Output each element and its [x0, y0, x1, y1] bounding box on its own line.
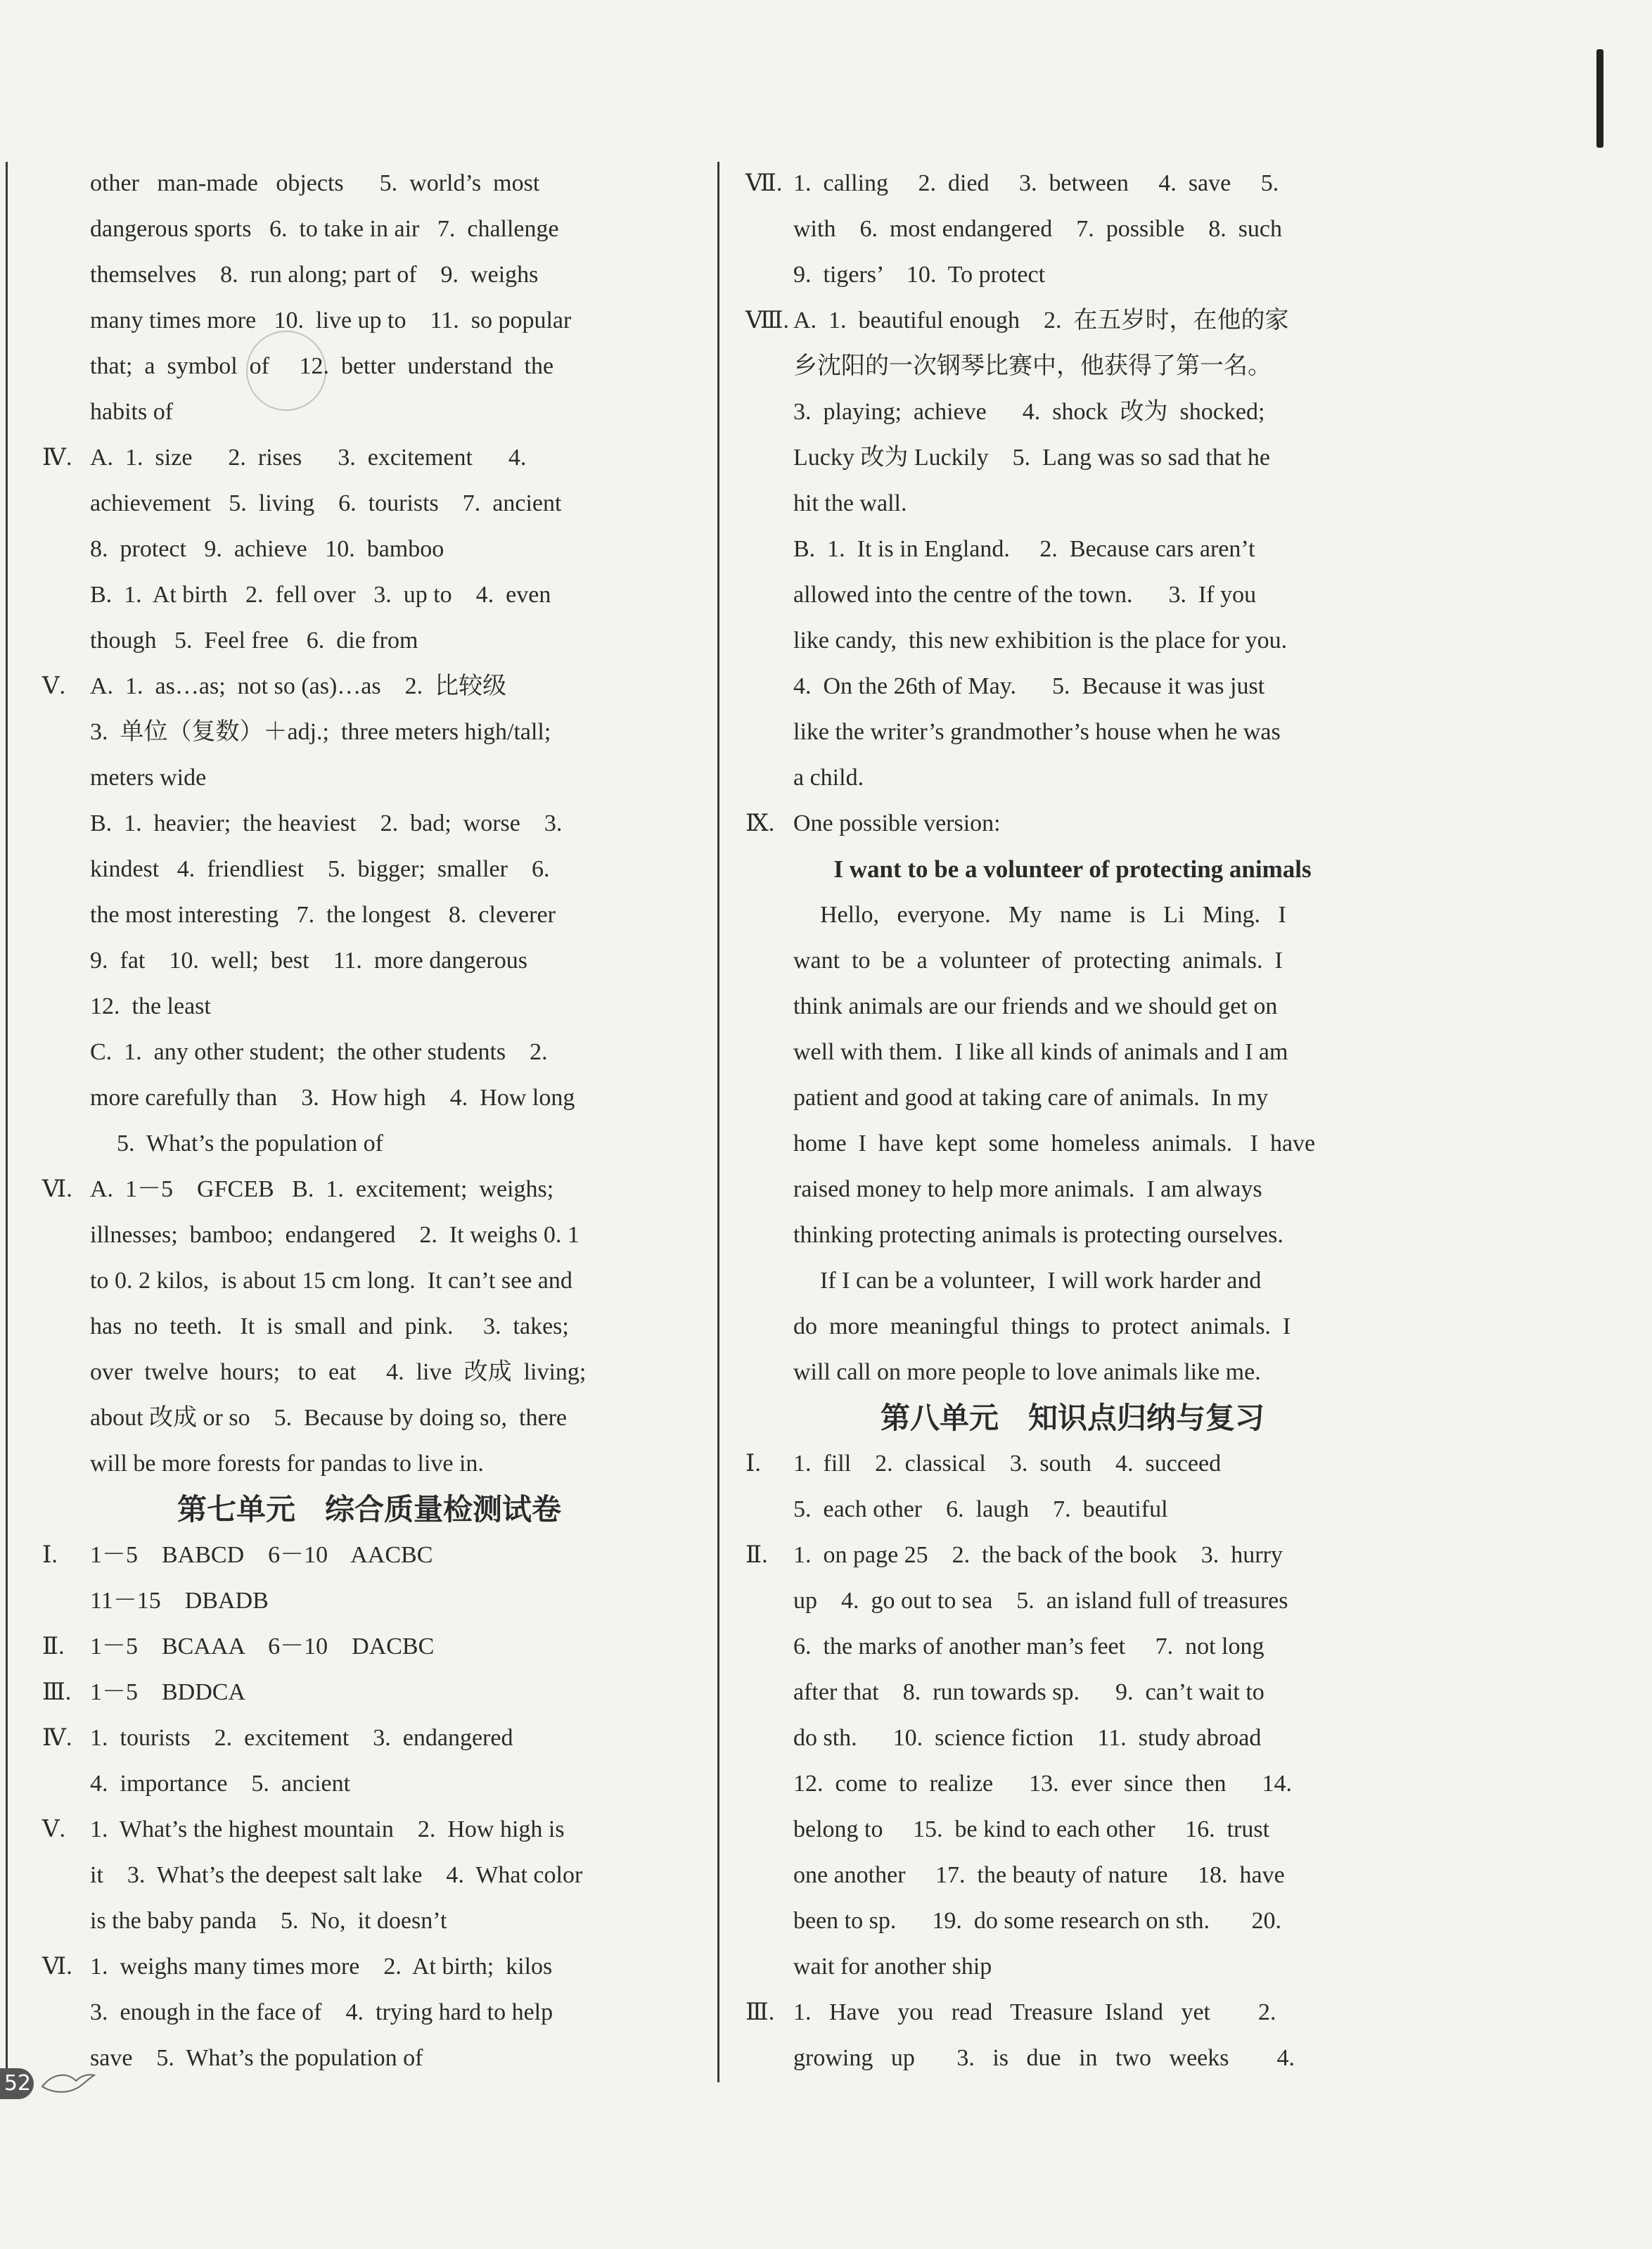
line-text: thinking protecting animals is protecting ourselves.	[793, 1222, 1283, 1248]
line-text: A. 1. size 2. rises 3. excitement 4.	[90, 445, 527, 471]
right-line	[745, 1852, 1400, 1898]
line-text: home I have kept some homeless animals. I have	[793, 1130, 1316, 1157]
left-line	[42, 663, 696, 709]
right-line	[745, 435, 1400, 480]
right-line	[745, 1486, 1400, 1532]
line-text: 1. Have you read Treasure Island yet 2.	[793, 1999, 1276, 2025]
left-line	[42, 846, 696, 892]
page-number: 52	[0, 2068, 34, 2099]
line-text: 5. each other 6. laugh 7. beautiful	[793, 1496, 1168, 1522]
line-text: 5. What’s the population of	[117, 1130, 383, 1157]
right-line	[745, 938, 1400, 983]
right-line	[745, 480, 1400, 526]
line-text: like candy, this new exhibition is the place for you.	[793, 627, 1288, 654]
line-text: B. 1. It is in England. 2. Because cars aren’t	[793, 536, 1255, 562]
left-line	[42, 1669, 696, 1715]
right-line	[745, 755, 1400, 801]
right-line	[745, 1669, 1400, 1715]
line-text: more carefully than 3. How high 4. How long	[90, 1085, 575, 1111]
left-line	[42, 1761, 696, 1807]
line-text: I want to be a volunteer of protecting animals	[833, 855, 1312, 883]
left-line	[42, 1578, 696, 1624]
roman-numeral: Ⅷ.	[745, 307, 790, 333]
line-text: A. 1－5 GFCEB B. 1. excitement; weighs;	[90, 1176, 554, 1202]
line-text: Lucky 改为 Luckily 5. Lang was so sad that he	[793, 445, 1270, 471]
right-line	[745, 1532, 1400, 1578]
left-line	[42, 1989, 696, 2035]
left-line	[42, 709, 696, 755]
line-text: illnesses; bamboo; endangered 2. It weighs 0. 1	[90, 1222, 580, 1248]
right-line	[745, 206, 1400, 252]
right-line	[745, 1715, 1400, 1761]
line-text: patient and good at taking care of animals. In my	[793, 1085, 1269, 1111]
line-text: 6. the marks of another man’s feet 7. not long	[793, 1633, 1264, 1659]
line-text: 第七单元 综合质量检测试卷	[177, 1492, 561, 1527]
line-text: 12. come to realize 13. ever since then 14.	[793, 1771, 1293, 1797]
left-line	[42, 298, 696, 343]
right-line	[745, 618, 1400, 663]
line-text: will call on more people to love animals like me.	[793, 1359, 1261, 1385]
line-text: 8. protect 9. achieve 10. bamboo	[90, 536, 444, 562]
left-line	[42, 755, 696, 801]
left-line	[42, 389, 696, 435]
line-text: 1－5 BDDCA	[90, 1679, 246, 1705]
line-text: want to be a volunteer of protecting animals. I	[793, 948, 1283, 974]
right-line	[745, 160, 1400, 206]
right-line	[745, 526, 1400, 572]
left-line	[42, 480, 696, 526]
right-line	[745, 1166, 1400, 1212]
binding-mark	[1596, 49, 1603, 148]
line-text: over twelve hours; to eat 4. live 改成 living;	[90, 1359, 587, 1385]
right-line	[745, 389, 1400, 435]
line-text: to 0. 2 kilos, is about 15 cm long. It can’t see and	[90, 1268, 572, 1294]
left-line	[42, 1715, 696, 1761]
left-line	[42, 1166, 696, 1212]
line-text: the most interesting 7. the longest 8. cleverer	[90, 902, 556, 928]
right-line	[745, 1898, 1400, 1944]
line-text: 1. weighs many times more 2. At birth; kilos	[90, 1954, 553, 1980]
right-line	[745, 252, 1400, 298]
line-text: 3. playing; achieve 4. shock 改为 shocked;	[793, 399, 1265, 425]
left-line	[42, 526, 696, 572]
right-line	[745, 1761, 1400, 1807]
line-text: it 3. What’s the deepest salt lake 4. What color	[90, 1862, 583, 1888]
left-line	[42, 1624, 696, 1669]
right-line	[745, 983, 1400, 1029]
roman-numeral: Ⅴ.	[42, 1816, 66, 1842]
line-text: 9. tigers’ 10. To protect	[793, 262, 1046, 288]
line-text: growing up 3. is due in two weeks 4.	[793, 2045, 1295, 2071]
bird-icon	[39, 2065, 96, 2098]
line-text: kindest 4. friendliest 5. bigger; smaller 6.	[90, 856, 550, 882]
right-line	[745, 1441, 1400, 1486]
left-line	[42, 1532, 696, 1578]
right-line	[745, 892, 1400, 938]
left-line	[42, 343, 696, 389]
line-text: dangerous sports 6. to take in air 7. challenge	[90, 216, 559, 242]
line-text: 1. calling 2. died 3. between 4. save 5.	[793, 170, 1279, 196]
line-text: 1－5 BABCD 6－10 AACBC	[90, 1542, 433, 1568]
right-line	[745, 1349, 1400, 1395]
line-text: though 5. Feel free 6. die from	[90, 627, 418, 654]
line-text: like the writer’s grandmother’s house when he was	[793, 719, 1281, 745]
line-text: will be more forests for pandas to live in.	[90, 1451, 484, 1477]
left-line	[42, 1944, 696, 1989]
line-text: do sth. 10. science fiction 11. study abroad	[793, 1725, 1262, 1751]
line-text: B. 1. At birth 2. fell over 3. up to 4. even	[90, 582, 551, 608]
roman-numeral: Ⅳ.	[42, 445, 72, 471]
line-text: themselves 8. run along; part of 9. weighs	[90, 262, 539, 288]
line-text: is the baby panda 5. No, it doesn’t	[90, 1908, 447, 1934]
line-text: that; a symbol of 12. better understand the	[90, 353, 554, 379]
line-text: 1. on page 25 2. the back of the book 3. hurry	[793, 1542, 1283, 1568]
left-line	[42, 938, 696, 983]
left-column	[42, 160, 696, 2081]
left-line	[42, 1395, 696, 1441]
left-line	[42, 983, 696, 1029]
line-text: one another 17. the beauty of nature 18. have	[793, 1862, 1285, 1888]
right-line	[745, 2035, 1400, 2081]
right-column	[745, 160, 1400, 2081]
left-line	[42, 1029, 696, 1075]
line-text: Hello, everyone. My name is Li Ming. I	[820, 902, 1286, 928]
right-line	[745, 709, 1400, 755]
line-text: about 改成 or so 5. Because by doing so, there	[90, 1405, 567, 1431]
right-line	[745, 1304, 1400, 1349]
left-line	[42, 1075, 696, 1121]
line-text: hit the wall.	[793, 490, 907, 516]
left-line	[42, 801, 696, 846]
line-text: 3. enough in the face of 4. trying hard to help	[90, 1999, 553, 2025]
right-line	[745, 1578, 1400, 1624]
roman-numeral: Ⅵ.	[42, 1954, 72, 1980]
section-heading	[42, 1486, 696, 1532]
line-text: with 6. most endangered 7. possible 8. such	[793, 216, 1283, 242]
line-text: other man-made objects 5. world’s most	[90, 170, 540, 196]
left-line	[42, 1807, 696, 1852]
line-text: think animals are our friends and we should get on	[793, 993, 1278, 1019]
right-line	[745, 1258, 1400, 1304]
line-text: allowed into the centre of the town. 3. If you	[793, 582, 1257, 608]
roman-numeral: Ⅲ.	[745, 1999, 775, 2025]
left-line	[42, 1121, 696, 1166]
line-text: 乡沈阳的一次钢琴比赛中，他获得了第一名。	[793, 353, 1272, 379]
line-text: 4. importance 5. ancient	[90, 1771, 351, 1797]
right-line	[745, 1624, 1400, 1669]
left-line	[42, 892, 696, 938]
left-line	[42, 1304, 696, 1349]
line-text: well with them. I like all kinds of animals and I am	[793, 1039, 1288, 1065]
section-heading	[745, 1395, 1400, 1441]
right-line	[745, 663, 1400, 709]
left-line	[42, 1349, 696, 1395]
roman-numeral: Ⅳ.	[42, 1725, 72, 1751]
left-line	[42, 1898, 696, 1944]
right-line	[745, 1121, 1400, 1166]
line-text: wait for another ship	[793, 1954, 992, 1980]
left-line	[42, 572, 696, 618]
roman-numeral: Ⅰ.	[745, 1451, 761, 1477]
right-line	[745, 298, 1400, 343]
line-text: A. 1. beautiful enough 2. 在五岁时，在他的家	[793, 307, 1289, 333]
right-line	[745, 1029, 1400, 1075]
line-text: 11－15 DBADB	[90, 1588, 269, 1614]
right-line	[745, 1944, 1400, 1989]
line-text: 3. 单位（复数）＋adj.; three meters high/tall;	[90, 719, 551, 745]
roman-numeral: Ⅸ.	[745, 810, 775, 836]
line-text: A. 1. as…as; not so (as)…as 2. 比较级	[90, 673, 507, 699]
line-text: habits of	[90, 399, 174, 425]
right-line	[745, 572, 1400, 618]
essay-title	[745, 846, 1400, 892]
line-text: B. 1. heavier; the heaviest 2. bad; worse 3.	[90, 810, 563, 836]
roman-numeral: Ⅱ.	[42, 1633, 65, 1659]
line-text: One possible version:	[793, 810, 1001, 836]
line-text: 4. On the 26th of May. 5. Because it was just	[793, 673, 1265, 699]
column-divider	[717, 162, 719, 2082]
left-line	[42, 1441, 696, 1486]
left-border-line	[6, 162, 8, 2082]
line-text: meters wide	[90, 765, 207, 791]
line-text: a child.	[793, 765, 864, 791]
roman-numeral: Ⅰ.	[42, 1542, 58, 1568]
roman-numeral: Ⅶ.	[745, 170, 783, 196]
left-line	[42, 1258, 696, 1304]
line-text: 1. fill 2. classical 3. south 4. succeed	[793, 1451, 1222, 1477]
line-text: up 4. go out to sea 5. an island full of treasures	[793, 1588, 1288, 1614]
line-text: 1. tourists 2. excitement 3. endangered	[90, 1725, 513, 1751]
line-text: has no teeth. It is small and pink. 3. takes;	[90, 1313, 569, 1339]
line-text: If I can be a volunteer, I will work harder and	[820, 1268, 1262, 1294]
line-text: 9. fat 10. well; best 11. more dangerous	[90, 948, 527, 974]
roman-numeral: Ⅱ.	[745, 1542, 768, 1568]
left-line	[42, 1212, 696, 1258]
line-text: 第八单元 知识点归纳与复习	[880, 1401, 1264, 1435]
roman-numeral: Ⅲ.	[42, 1679, 72, 1705]
right-line	[745, 1989, 1400, 2035]
line-text: do more meaningful things to protect animals. I	[793, 1313, 1291, 1339]
left-line	[42, 618, 696, 663]
line-text: 1. What’s the highest mountain 2. How high is	[90, 1816, 565, 1842]
line-text: 12. the least	[90, 993, 211, 1019]
line-text: been to sp. 19. do some research on sth. 20.	[793, 1908, 1282, 1934]
roman-numeral: Ⅴ.	[42, 673, 66, 699]
right-line	[745, 801, 1400, 846]
right-line	[745, 1807, 1400, 1852]
left-line	[42, 160, 696, 206]
line-text: many times more 10. live up to 11. so popular	[90, 307, 572, 333]
left-line	[42, 1852, 696, 1898]
line-text: belong to 15. be kind to each other 16. trust	[793, 1816, 1270, 1842]
line-text: raised money to help more animals. I am always	[793, 1176, 1262, 1202]
line-text: C. 1. any other student; the other students 2.	[90, 1039, 548, 1065]
right-line	[745, 1212, 1400, 1258]
line-text: achievement 5. living 6. tourists 7. ancient	[90, 490, 562, 516]
left-line	[42, 435, 696, 480]
roman-numeral: Ⅵ.	[42, 1176, 72, 1202]
left-line	[42, 206, 696, 252]
left-line	[42, 2035, 696, 2081]
right-line	[745, 1075, 1400, 1121]
line-text: 1－5 BCAAA 6－10 DACBC	[90, 1633, 435, 1659]
line-text: save 5. What’s the population of	[90, 2045, 423, 2071]
left-line	[42, 252, 696, 298]
line-text: after that 8. run towards sp. 9. can’t wait to	[793, 1679, 1264, 1705]
right-line	[745, 343, 1400, 389]
